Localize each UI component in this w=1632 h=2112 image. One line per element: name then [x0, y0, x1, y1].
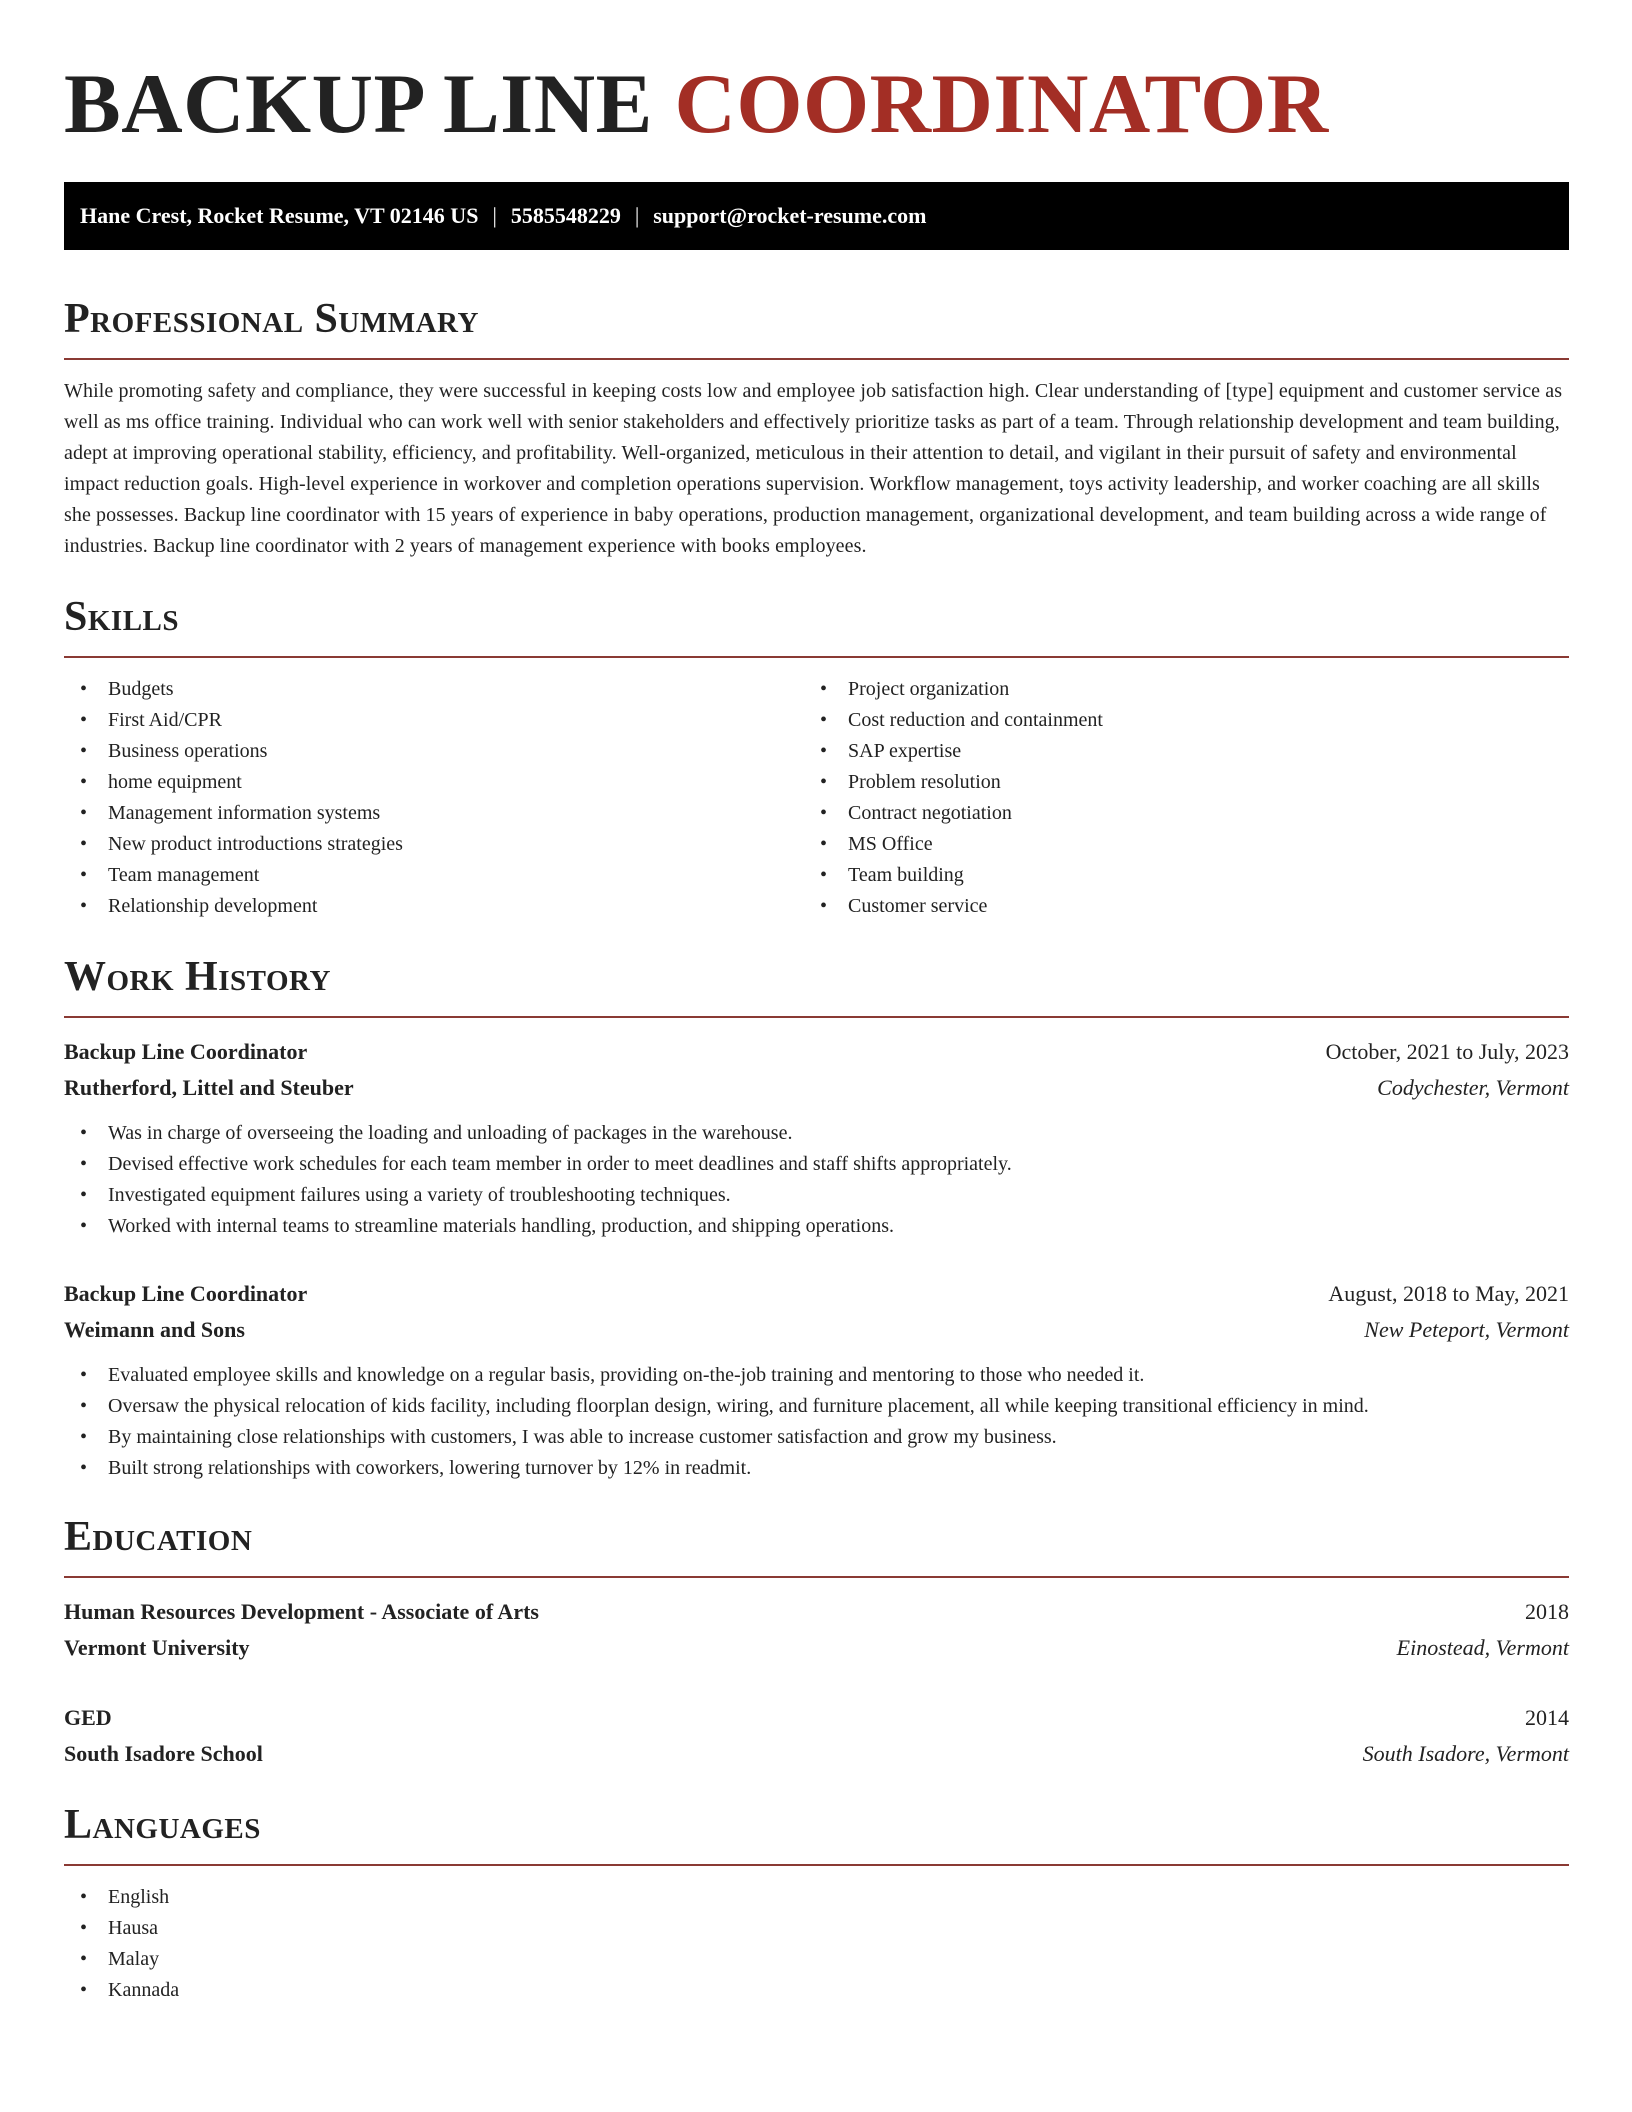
education-section: [64, 1512, 1569, 1772]
education-location: South Isadore, Vermont: [1362, 1741, 1569, 1766]
job-location: New Peteport, Vermont: [1364, 1317, 1569, 1342]
language-item: • English: [64, 1882, 1569, 1913]
skills-section: [64, 592, 1569, 922]
education-year: 2018: [1525, 1599, 1569, 1624]
section-divider: [64, 358, 1569, 360]
contact-bar: [64, 182, 1569, 250]
skill-item: • home equipment: [64, 767, 804, 798]
skill-item: • Customer service: [804, 891, 1544, 922]
languages-list: [64, 1882, 1569, 2006]
job-bullet: • Worked with internal teams to streamline materials handling, production, and shipping operations.: [64, 1211, 1569, 1242]
language-item: • Malay: [64, 1944, 1569, 1975]
skill-item: • New product introductions strategies: [64, 829, 804, 860]
skills-list-right: [804, 674, 1544, 922]
job-title: Backup Line Coordinator: [64, 1039, 308, 1064]
education-degree: GED: [64, 1705, 112, 1730]
job-entry: [64, 1276, 1569, 1484]
summary-section: [64, 294, 1569, 562]
contact-separator: |: [634, 203, 640, 228]
contact-email: support@rocket-resume.com: [653, 203, 927, 228]
skill-item: • Relationship development: [64, 891, 804, 922]
job-bullet: • Devised effective work schedules for each team member in order to meet deadlines and staff shifts appropriately.: [64, 1149, 1569, 1180]
job-bullet: • Oversaw the physical relocation of kids facility, including floorplan design, wiring, and furniture placement, all while keeping transitional efficiency in mind.: [64, 1391, 1569, 1422]
job-bullet: • By maintaining close relationships with customers, I was able to increase customer satisfaction and grow my business.: [64, 1422, 1569, 1453]
skill-item: • Team building: [804, 860, 1544, 891]
skill-item: • Budgets: [64, 674, 804, 705]
job-company: Weimann and Sons: [64, 1317, 245, 1342]
section-title: Skills: [64, 594, 180, 640]
summary-text: While promoting safety and compliance, they were successful in keeping costs low and employee job satisfaction high. Clear understanding of [type] equipment and customer service as well as ms office training. Individual who can work well with senior stakeholders and effectively prioritize tasks as part of a team. Through relationship development and team building, adept at improving operational stability, efficiency, and profitability. Well-organized, meticulous in their attention to detail, and vigilant in their pursuit of safety and environmental impact reduction goals. High-level experience in workover and completion operations supervision. Workflow management, toys activity leadership, and worker coaching are all skills she possesses. Backup line coordinator with 15 years of experience in baby operations, production management, organizational development, and team building across a wide range of industries. Backup line coordinator with 2 years of management experience with books employees.: [64, 380, 1563, 557]
job-location: Codychester, Vermont: [1377, 1075, 1569, 1100]
skills-list-left: [64, 674, 804, 922]
education-degree: Human Resources Development - Associate of Arts: [64, 1599, 539, 1624]
skill-item: • SAP expertise: [804, 736, 1544, 767]
contact-separator: |: [492, 203, 497, 228]
skill-item: • Business operations: [64, 736, 804, 767]
name-part-1: BACKUP LINE: [64, 57, 653, 151]
job-bullet: • Built strong relationships with coworkers, lowering turnover by 12% in readmit.: [64, 1453, 1569, 1484]
job-bullet: • Evaluated employee skills and knowledge on a regular basis, providing on-the-job training and mentoring to those who needed it.: [64, 1360, 1569, 1391]
resume-page: [64, 0, 1569, 2006]
job-company: Rutherford, Littel and Steuber: [64, 1075, 354, 1100]
job-dates: October, 2021 to July, 2023: [1325, 1039, 1569, 1064]
job-bullet: • Was in charge of overseeing the loading and unloading of packages in the warehouse.: [64, 1118, 1569, 1149]
language-item: • Kannada: [64, 1975, 1569, 2006]
skill-item: • First Aid/CPR: [64, 705, 804, 736]
skills-columns: [64, 674, 1569, 922]
skill-item: • MS Office: [804, 829, 1544, 860]
skill-item: • Contract negotiation: [804, 798, 1544, 829]
job-dates: August, 2018 to May, 2021: [1328, 1281, 1569, 1306]
section-title: Education: [64, 1514, 253, 1560]
section-title: Languages: [64, 1802, 261, 1848]
job-entry: [64, 1034, 1569, 1242]
education-school: Vermont University: [64, 1635, 250, 1660]
skill-item: • Team management: [64, 860, 804, 891]
section-divider: [64, 1576, 1569, 1578]
contact-phone: 5585548229: [510, 203, 621, 228]
languages-section: [64, 1800, 1569, 2006]
job-bullets: [64, 1118, 1569, 1242]
education-location: Einostead, Vermont: [1396, 1635, 1569, 1660]
section-divider: [64, 656, 1569, 658]
section-divider: [64, 1016, 1569, 1018]
education-year: 2014: [1525, 1705, 1569, 1730]
job-bullet: • Investigated equipment failures using a variety of troubleshooting techniques.: [64, 1180, 1569, 1211]
education-entry: [64, 1594, 1569, 1666]
section-title: Work History: [64, 954, 331, 1000]
language-item: • Hausa: [64, 1913, 1569, 1944]
section-divider: [64, 1864, 1569, 1866]
contact-address: Hane Crest, Rocket Resume, VT 02146 US: [80, 203, 479, 228]
education-entry: [64, 1700, 1569, 1772]
section-title: Professional Summary: [64, 296, 479, 342]
skill-item: • Cost reduction and containment: [804, 705, 1544, 736]
job-bullets: [64, 1360, 1569, 1484]
education-school: South Isadore School: [64, 1741, 263, 1766]
skill-item: • Problem resolution: [804, 767, 1544, 798]
resume-name-heading: [64, 56, 1569, 152]
name-part-2: COORDINATOR: [674, 57, 1329, 151]
work-history-section: [64, 952, 1569, 1484]
skill-item: • Project organization: [804, 674, 1544, 705]
job-title: Backup Line Coordinator: [64, 1281, 308, 1306]
skill-item: • Management information systems: [64, 798, 804, 829]
